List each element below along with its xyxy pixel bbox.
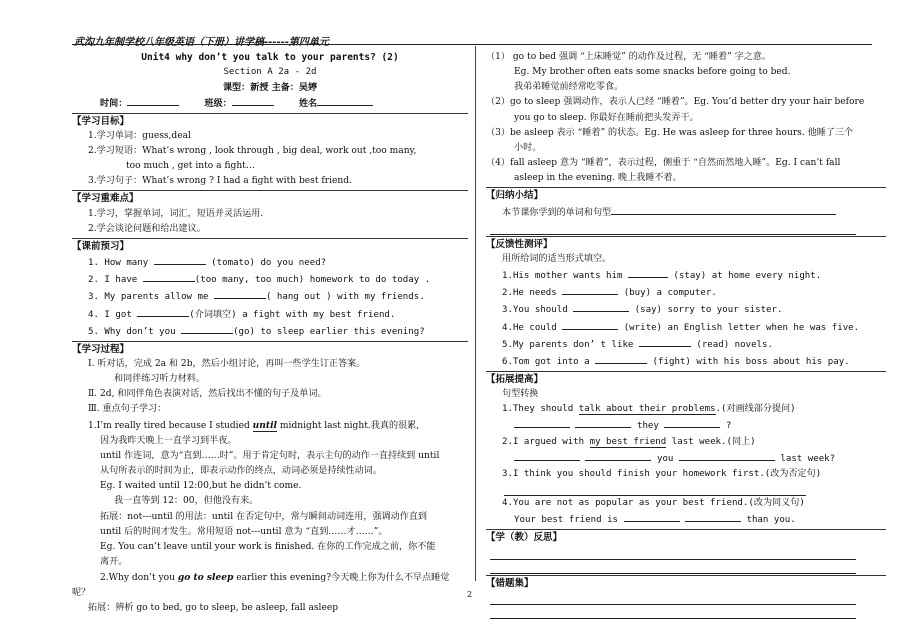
preview-blank[interactable] [143,271,195,282]
name-blank[interactable] [317,95,373,106]
answer-blank[interactable] [679,450,775,461]
goals-heading: 【学习目标】 [72,113,468,129]
extend-item: 3.I think you should finish your homework first.(改为否定句) [502,468,822,479]
feedback-text: 2.He needs [502,288,563,299]
summary-line [486,204,886,221]
answer-blank[interactable] [624,511,680,522]
reflect-fill-line[interactable] [490,560,856,574]
preview-text: (too many, too much) homework to do today . [194,275,431,286]
answer-blank[interactable] [685,511,741,522]
extend-heading: 【拓展提高】 [486,371,886,387]
preview-blank[interactable] [154,254,206,265]
errors-heading: 【错题集】 [486,575,886,591]
extend-text: 2.I argued with [502,436,590,447]
fields-line [72,95,468,111]
extend-text: last week.(同上) [666,436,756,447]
meta-line: 课型：新授 主备：吴婷 [222,82,318,94]
feedback-text: (say) sorry to your sister. [629,305,783,316]
extend-text: you [656,453,674,464]
sentence-line: Eg. You can’t leave until your work is finished. 在你的工作完成之前，你不能 [100,541,436,552]
process-line: Ⅱ. 2d, 和同伴角色表演对话，然后找出不懂的句子及单词。 [88,389,327,400]
preview-item [72,271,468,288]
sentence-line: 因为我昨天晚上一直学习到半夜。 [100,435,237,446]
sentence-line: Eg. I waited until 12:00,but he didn’t come. [100,481,302,492]
goal-line: 3.学习句子：What’s wrong ? I had a fight with best friend. [88,176,352,187]
process-line: 和同伴练习听力材料。 [114,374,205,385]
preview-text: 4. I got [88,309,138,320]
goal-line: too much , get into a fight… [126,161,255,172]
feedback-text: (stay) at home every night. [667,271,822,282]
preview-text: ( hang out ) with my friends. [265,292,425,303]
sentence-line: 我一直等到 12：00，但他没有来。 [114,496,259,507]
class-blank[interactable] [232,95,274,106]
feedback-intro: 用所给词的适当形式填空。 [502,253,612,264]
preview-blank[interactable] [214,288,266,299]
feedback-text: 6.Tom got into a [502,356,596,367]
feedback-item [486,284,886,301]
feedback-blank[interactable] [595,353,647,364]
feedback-item [486,336,886,353]
extend-item [486,435,886,450]
sentence-line: until 后的时间才发生。常用短语 not---until 意为 “直到……才……”。 [100,526,388,537]
header-rule [72,44,872,45]
extend-answer [486,511,886,528]
extend-text: last week? [780,453,836,464]
summary-blank[interactable] [611,204,836,215]
explain-line: （4）fall asleep 意为 “睡着”，表示过程，侧重于 “自然而然地入睡”。Eg. I can’t fall [486,158,841,169]
preview-blank[interactable] [137,306,189,317]
extend-item [486,402,886,417]
key-point: 2.学会谈论问题和给出建议。 [88,223,206,234]
goal-line: 1.学习单词：guess,deal [88,130,191,141]
feedback-text: 5.My parents don’ t like [502,339,639,350]
sentence-two [72,570,468,586]
preview-heading: 【课前预习】 [72,238,468,254]
preview-text: (介词填空) a fight with my best friend. [189,309,396,320]
lesson-title: Unit4 why don’t you talk to your parents? (2) [141,52,399,63]
preview-text: (tomato) do you need? [205,258,327,269]
feedback-item [486,267,886,284]
feedback-blank[interactable] [628,267,668,278]
explain-line: Eg. My brother often eats some snacks before going to bed. [514,67,791,78]
feedback-blank[interactable] [573,301,629,312]
process-line: Ⅰ. 听对话，完成 2a 和 2b，然后小组讨论，再叫一些学生订正答案。 [88,358,366,369]
reflect-heading: 【学（教）反思】 [486,529,886,545]
section-line: Section A 2a - 2d [223,67,317,78]
preview-text: 2. I have [88,275,143,286]
answer-blank[interactable] [575,417,631,428]
sentence-text: 1.I’m really tired because I studied [88,420,253,431]
feedback-text: (fight) with his boss about his pay. [647,356,850,367]
extend-text: .(对画线部分提问) [715,404,796,415]
feedback-text: (read) novels. [690,339,773,350]
explain-line: （3）be asleep 表示 “睡着” 的状态。Eg. He was asleep for three hours. 他睡了三个 [486,127,854,138]
extend-item: 4.You are not as popular as your best friend.(改为同义句) [502,498,805,509]
extend-text: 1.They should [502,404,579,415]
goal-line: 2.学习短语：What’s wrong , look through , big deal, work out ,too many, [88,145,417,156]
preview-item [72,288,468,305]
errors-fill-line[interactable] [490,605,856,619]
process-heading: 【学习过程】 [72,341,468,357]
feedback-text: (buy) a computer. [618,288,717,299]
keyword-go-to-sleep: go to sleep [177,572,234,584]
time-label: 时间： [100,98,128,110]
explain-line: （1） go to bed 强调 “上床睡觉” 的动作及过程，无 “睡着” 字之意。 [486,52,772,62]
sentence-line: 离开。 [100,557,128,567]
feedback-blank[interactable] [562,284,618,295]
underlined-phrase: my best friend [589,436,667,447]
preview-text: 3. My parents allow me [88,292,214,303]
answer-blank[interactable] [514,417,570,428]
right-column [486,50,886,619]
preview-item [72,323,468,340]
feedback-item [486,353,886,370]
feedback-item [486,301,886,318]
time-blank[interactable] [127,95,179,106]
feedback-item [486,319,886,336]
feedback-blank[interactable] [639,336,691,347]
extend-intro: 句型转换 [502,389,539,400]
key-heading: 【学习重难点】 [72,190,468,206]
answer-blank[interactable] [514,450,580,461]
extend-answer [486,417,886,434]
class-label: 班级： [204,98,232,110]
extend-text: ? [725,421,732,432]
extend-text: Your best friend is [514,515,624,526]
preview-blank[interactable] [181,323,233,334]
feedback-text: 4.He could [502,322,563,333]
feedback-blank[interactable] [562,319,618,330]
sentence-line: 拓展：辨析 go to bed, go to sleep, be asleep, fall asleep [88,603,339,614]
preview-text: 1. How many [88,258,154,269]
sentence-line: until 作连词，意为“直到……时”。用于肯定句时，表示主句的动作一直持续到 until [100,450,440,461]
extend-text: they [636,421,659,432]
feedback-text: 3.You should [502,305,574,316]
sentence-text: earlier this evening?今天晚上你为什么不早点睡觉 [233,573,450,584]
preview-item [72,254,468,271]
summary-heading: 【归纳小结】 [486,187,886,203]
column-divider [475,46,476,581]
left-column [72,50,468,617]
answer-blank[interactable] [585,450,651,461]
feedback-heading: 【反馈性测评】 [486,236,886,252]
sentence-text: midnight last night.我真的很累, [277,420,420,431]
page-number: 2 [467,590,473,599]
explain-line: you go to sleep. 你最好在睡前把头发弄干。 [514,112,699,123]
underlined-phrase: talk about their problems [578,404,716,415]
process-line: Ⅲ. 重点句子学习： [88,404,167,415]
sentence-line: 拓展：not---until 的用法：until 在否定句中，常与瞬间动词连用，强调动作直到 [100,511,427,522]
reflect-fill-line[interactable] [490,546,856,560]
extend-answer [486,450,886,467]
key-point: 1.学习，掌握单词，词汇，短语并灵活运用. [88,208,264,219]
feedback-text: 1.His mother wants him [502,271,628,282]
preview-text: (go) to sleep earlier this evening? [233,326,425,337]
preview-text: 5. Why don’t you [88,326,182,337]
explain-line: （2）go to sleep 强调动作，表示人已经 “睡着”。Eg. You’d better dry your hair before [486,97,865,108]
explain-line: asleep in the evening. 晚上我睡不着。 [514,173,682,184]
summary-fill-line[interactable] [490,221,856,235]
errors-fill-line[interactable] [490,591,856,605]
page-header: 武沟九年制学校八年级英语（下册）讲学稿------第四单元 [74,37,329,48]
summary-text: 本节课你学到的单词和句型 [502,207,612,218]
name-label: 姓名 [298,98,318,110]
sentence-one [72,418,468,434]
answer-blank[interactable] [664,417,720,428]
sentence-line: 呢？ [72,588,91,599]
explain-line: 小时。 [514,142,542,153]
preview-item [72,306,468,323]
feedback-text: (write) an English letter when he was five. [618,322,860,333]
sentence-text: 2.Why don’t you [100,573,178,584]
extend-text: than you. [746,515,796,526]
extend-fill-line[interactable] [504,482,806,496]
sentence-line: 从句所表示的时间为止，即表示动作的终点，动词必须是持续性动词。 [100,466,382,477]
explain-line: 我弟弟睡觉前经常吃零食。 [514,82,624,93]
keyword-until: until [252,419,278,431]
